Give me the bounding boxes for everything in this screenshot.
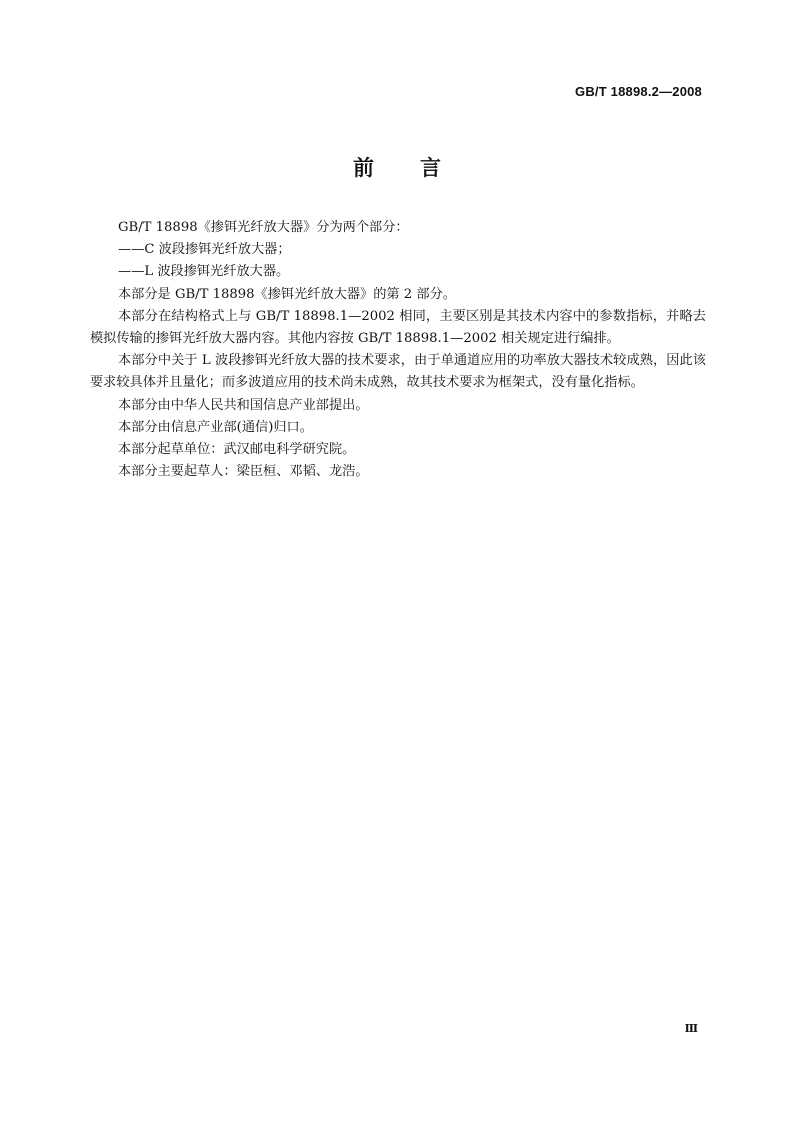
paragraph-requirements: 本部分中关于 L 波段掺铒光纤放大器的技术要求，由于单通道应用的功率放大器技术较成熟，因此该要求较具体并且量化；而多波道应用的技术尚未成熟，故其技术要求为框架式，没有量化指标。 xyxy=(90,353,706,391)
page-number: Ⅲ xyxy=(684,1022,697,1035)
standard-number-header: GB/T 18898.2—2008 xyxy=(575,84,702,99)
paragraph-parts-intro: GB/T 18898《掺铒光纤放大器》分为两个部分： xyxy=(118,220,409,235)
paragraph-drafting-unit: 本部分起草单位：武汉邮电科学研究院。 xyxy=(118,442,356,458)
paragraph-structure: 本部分在结构格式上与 GB/T 18898.1—2002 相同，主要区别是其技术内容中的参数指标，并略去模拟传输的掺铒光纤放大器内容。其他内容按 GB/T 18898.1—2002 相关规定进行编排。 xyxy=(90,308,706,347)
page-title: 前言 xyxy=(353,156,487,180)
paragraph-part-c-band: ——C 波段掺铒光纤放大器； xyxy=(118,242,291,258)
paragraph-proposed-by: 本部分由中华人民共和国信息产业部提出。 xyxy=(118,397,369,413)
paragraph-part-l-band: ——L 波段掺铒光纤放大器。 xyxy=(118,264,290,280)
paragraph-centralized-by: 本部分由信息产业部(通信)归口。 xyxy=(118,419,313,435)
paragraph-this-part: 本部分是 GB/T 18898《掺铒光纤放大器》的第 2 部分。 xyxy=(118,286,456,302)
paragraph-drafters: 本部分主要起草人：梁臣桓、邓韬、龙浩。 xyxy=(118,464,369,480)
foreword-body xyxy=(90,217,706,483)
